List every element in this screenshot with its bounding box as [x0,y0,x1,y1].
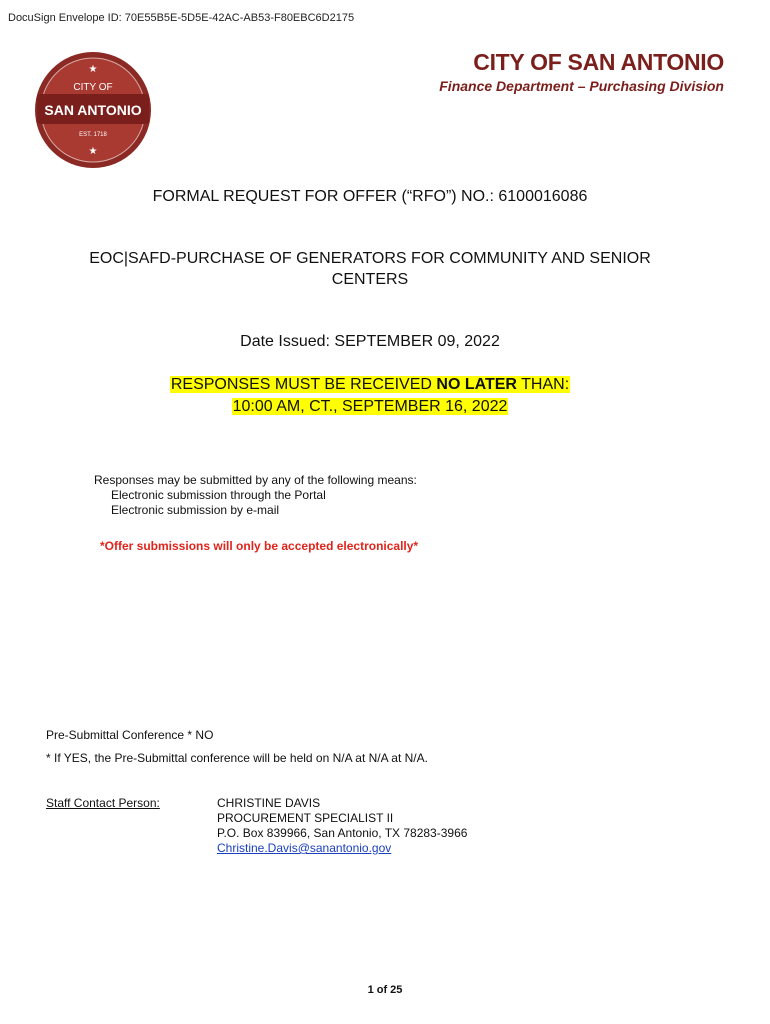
response-deadline [0,374,740,418]
svg-text:★: ★ [88,146,98,157]
contact-name: CHRISTINE DAVIS [217,796,321,810]
date-issued: Date Issued: SEPTEMBER 09, 2022 [240,333,500,350]
department-name: Finance Department – Purchasing Division [439,78,724,94]
project-title-line2: CENTERS [331,271,409,288]
submission-means [94,473,417,518]
deadline-line2: 10:00 AM, CT., SEPTEMBER 16, 2022 [232,398,508,415]
project-title [50,248,690,290]
project-title-line1: EOC|SAFD-PURCHASE OF GENERATORS FOR COMMUNITY AND SENIOR [89,250,651,267]
submission-means-item: Electronic submission by e-mail [111,503,280,517]
page-number: 1 of 25 [367,984,403,996]
contact-address: P.O. Box 839966, San Antonio, TX 78283-3966 [217,826,468,840]
deadline-line1: RESPONSES MUST BE RECEIVED NO LATER THAN: [170,376,570,393]
presubmittal-if-yes: * If YES, the Pre-Submittal conference will be held on N/A at N/A at N/A. [46,751,428,765]
logo-main-text: SAN ANTONIO [44,102,142,118]
rfo-number: FORMAL REQUEST FOR OFFER (“RFO”) NO.: 6100016086 [152,188,588,205]
svg-text:★: ★ [88,64,98,75]
staff-contact-details [217,796,467,856]
contact-title: PROCUREMENT SPECIALIST II [217,811,394,825]
city-name: CITY OF SAN ANTONIO [473,49,724,75]
electronic-only-note: *Offer submissions will only be accepted electronically* [100,539,419,553]
logo-top-text: CITY OF [73,82,113,93]
contact-email-link[interactable]: Christine.Davis@sanantonio.gov [217,841,392,855]
presubmittal-conference: Pre-Submittal Conference * NO [46,728,214,742]
docusign-envelope-id: DocuSign Envelope ID: 70E55B5E-5D5E-42AC-AB53-F80EBC6D2175 [8,12,355,24]
submission-intro: Responses may be submitted by any of the following means: [94,473,417,487]
staff-contact-label: Staff Contact Person: [46,796,160,810]
logo-est-text: EST. 1718 [79,132,107,138]
submission-means-item: Electronic submission through the Portal [111,488,326,502]
city-seal-logo [33,50,153,170]
